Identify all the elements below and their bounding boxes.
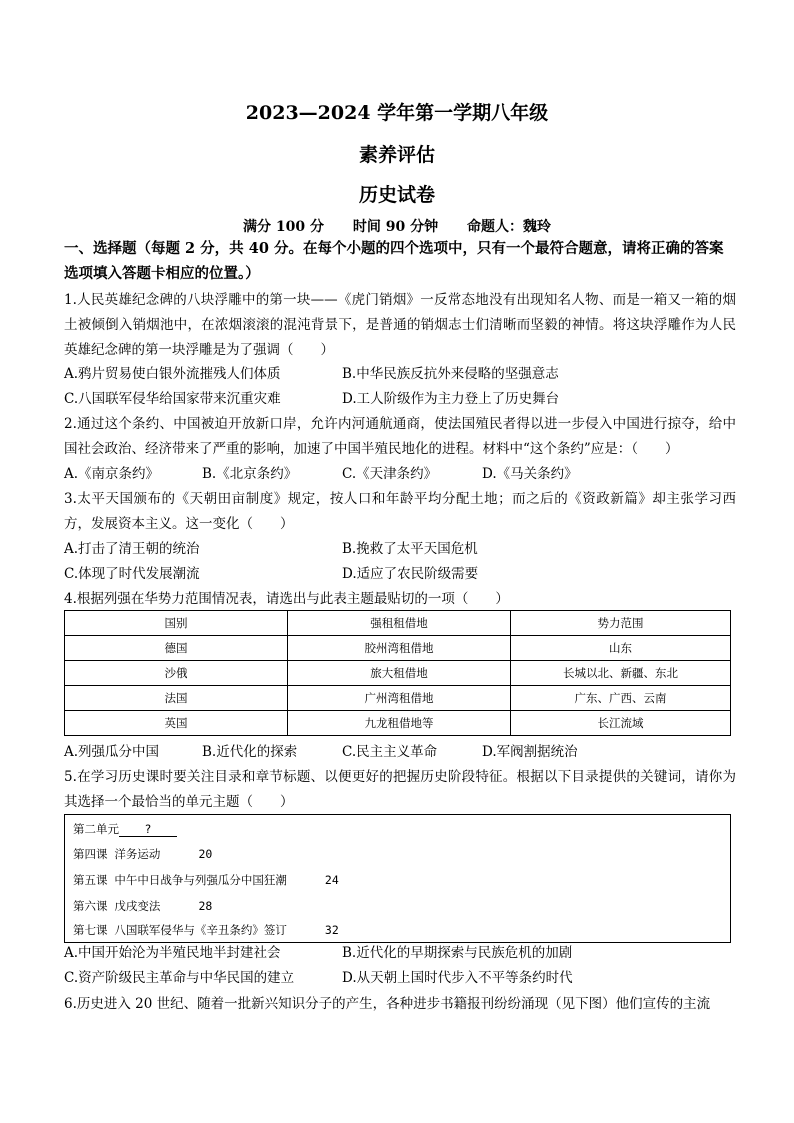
table-row: [65, 711, 731, 736]
exam-meta: [0, 216, 794, 236]
q5-option-d: D.从天朝上国时代步入不平等条约时代: [342, 970, 573, 986]
section-heading: 一、选择题（每题 2 分，共 40 分。在每个小题的四个选项中，只有一个最符合题意，请将正确的答案选项填入答题卡相应的位置。）: [64, 240, 724, 282]
q2-option-a: A.《南京条约》: [64, 466, 160, 482]
q4-option-d: D.军阀割据统治: [482, 744, 578, 760]
toc-entry-page: 28: [198, 899, 213, 913]
exam-title-line3: 历史试卷: [358, 184, 435, 206]
toc-entry-page: 24: [324, 873, 339, 887]
q1-option-a: A.鸦片贸易使白银外流摧残人们体质: [64, 366, 281, 382]
q3-option-a: A.打击了清王朝的统治: [64, 541, 200, 557]
question-3-stem: 3.太平天国颁布的《天朝田亩制度》规定，按人口和年龄平均分配土地；而之后的《资政新篇》却主张学习西方，发展资本主义。这一变化（ ）: [64, 491, 736, 532]
toc-entry-title: 第七课 八国联军侵华与《辛丑条约》签订: [73, 923, 287, 937]
table-cell: 德国: [65, 636, 288, 661]
table-header: 国别: [65, 611, 288, 636]
author: 命题人：魏玲: [466, 219, 551, 235]
table-cell: 长城以北、新疆、东北: [511, 661, 731, 686]
q5-option-c: C.资产阶级民主革命与中华民国的建立: [64, 970, 295, 986]
toc-entry-page: 20: [198, 847, 213, 861]
q5-option-a: A.中国开始沦为半殖民地半封建社会: [64, 945, 281, 961]
table-of-contents-box: [64, 814, 731, 943]
table-cell: 广东、广西、云南: [511, 686, 731, 711]
toc-entry-page: 32: [324, 923, 339, 937]
toc-unit-label: 第二单元: [73, 822, 119, 836]
toc-entry: [73, 846, 212, 862]
q3-option-d: D.适应了农民阶级需要: [342, 566, 479, 582]
toc-entry-title: 第四课 洋务运动: [73, 847, 161, 861]
toc-unit-blank: ?: [119, 822, 177, 837]
q5-option-b: B.近代化的早期探索与民族危机的加剧: [342, 945, 573, 961]
table-cell: 山东: [511, 636, 731, 661]
table-header: 强租租借地: [288, 611, 511, 636]
time-limit: 时间 90 分钟: [352, 219, 439, 235]
q2-option-c: C.《天津条约》: [342, 466, 438, 482]
q4-option-a: A.列强瓜分中国: [64, 744, 160, 760]
table-cell: 英国: [65, 711, 288, 736]
table-row: [65, 636, 731, 661]
table-row: [65, 661, 731, 686]
question-2-stem: 2.通过这个条约、中国被迫开放新口岸，允许内河通航通商，使法国殖民者得以进一步侵入中国进行掠夺，给中国社会政治、经济带来了严重的影响，加速了中国半殖民地化的进程。材料中“这个条约”应是：（ ）: [64, 416, 736, 457]
toc-unit: [73, 821, 177, 837]
q1-option-c: C.八国联军侵华给国家带来沉重灾难: [64, 391, 281, 407]
q1-option-d: D.工人阶级作为主力登上了历史舞台: [342, 391, 560, 407]
toc-entry: [73, 898, 212, 914]
table-cell: 胶州湾租借地: [288, 636, 511, 661]
table-cell: 长江流域: [511, 711, 731, 736]
table-cell: 旅大租借地: [288, 661, 511, 686]
sphere-of-influence-table: [64, 610, 731, 736]
question-1-stem: 1.人民英雄纪念碑的八块浮雕中的第一块——《虎门销烟》一反常态地没有出现知名人物、而是一箱又一箱的烟土被倾倒入销烟池中，在浓烟滚滚的混沌背景下，是普通的销烟志士们清晰而坚毅的神情。将这块浮雕作为人民英雄纪念碑的第一块浮雕是为了强调（ ）: [64, 292, 736, 358]
q4-option-b: B.近代化的探索: [202, 744, 298, 760]
exam-title-line1: 2023—2024 学年第一学期八年级: [245, 102, 549, 124]
table-cell: 沙俄: [65, 661, 288, 686]
q3-option-c: C.体现了时代发展潮流: [64, 566, 200, 582]
table-row: [65, 686, 731, 711]
table-cell: 广州湾租借地: [288, 686, 511, 711]
toc-entry: [73, 872, 339, 888]
toc-entry-title: 第六课 戊戌变法: [73, 899, 161, 913]
question-4-stem: 4.根据列强在华势力范围情况表，请选出与此表主题最贴切的一项（ ）: [64, 591, 509, 607]
toc-entry: [73, 922, 339, 938]
table-cell: 法国: [65, 686, 288, 711]
exam-title-line2: 素养评估: [358, 144, 435, 166]
q3-option-b: B.挽救了太平天国危机: [342, 541, 478, 557]
table-header-row: [65, 611, 731, 636]
q2-option-b: B.《北京条约》: [202, 466, 298, 482]
q1-option-b: B.中华民族反抗外来侵略的坚强意志: [342, 366, 559, 382]
toc-entry-title: 第五课 中午中日战争与列强瓜分中国狂潮: [73, 873, 287, 887]
table-cell: 九龙租借地等: [288, 711, 511, 736]
table-header: 势力范围: [511, 611, 731, 636]
q2-option-d: D.《马关条约》: [482, 466, 578, 482]
question-5-stem: 5.在学习历史课时要关注目录和章节标题、以便更好的把握历史阶段特征。根据以下目录提供的关键词，请你为其选择一个最恰当的单元主题（ ）: [64, 769, 736, 810]
q4-option-c: C.民主主义革命: [342, 744, 438, 760]
question-6-stem: 6.历史进入 20 世纪、随着一批新兴知识分子的产生，各种进步书籍报刊纷纷涌现（见下图）他们宣传的主流: [64, 996, 711, 1012]
full-score: 满分 100 分: [243, 219, 324, 235]
